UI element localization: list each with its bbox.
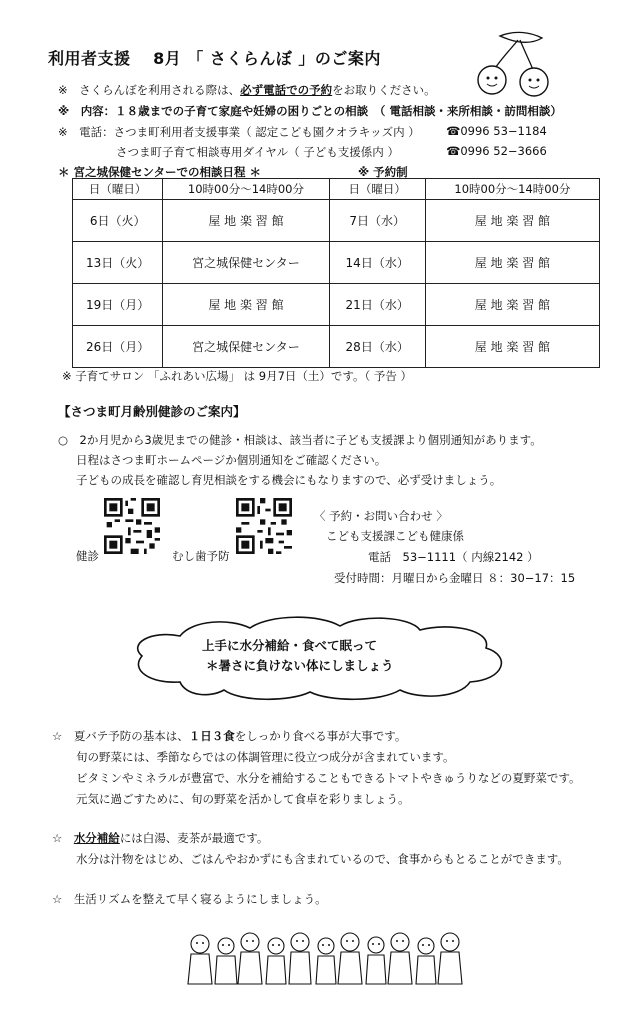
cherry-icon: [470, 28, 560, 98]
page-title: 利用者支援 8月 「 さくらんぼ 」のご案内: [48, 49, 381, 68]
date-cell: 7日（水）: [329, 200, 425, 242]
qr-label-cavity: むし歯予防: [172, 549, 230, 563]
table-row: [73, 242, 600, 284]
tip-2: ☆ 水分補給には白湯、麦茶が最適です。: [52, 831, 269, 845]
date-cell: 28日（水）: [329, 326, 425, 368]
qr-code-icon[interactable]: [104, 498, 160, 554]
col-header-day: 日（曜日）: [73, 179, 163, 200]
place-cell: 屋 地 楽 習 館: [425, 242, 599, 284]
table-row: [73, 284, 600, 326]
place-cell: 屋 地 楽 習 館: [163, 200, 329, 242]
schedule-heading: ＊ 宮之城保健センターでの相談日程 ＊: [58, 165, 262, 179]
date-cell: 13日（火）: [73, 242, 163, 284]
contact-hours: 受付時間：月曜日から金曜日 ８：30−17：15: [334, 571, 576, 585]
place-cell: 屋 地 楽 習 館: [425, 200, 599, 242]
cloud-line-1: 上手に水分補給・食べて眠って: [202, 638, 378, 653]
date-cell: 19日（月）: [73, 284, 163, 326]
place-cell: 屋 地 楽 習 館: [163, 284, 329, 326]
schedule-table: [72, 178, 600, 368]
tip-1-line-2: 旬の野菜には、季節ならではの体調管理に役立つ成分が含まれています。: [76, 750, 455, 764]
table-header-row: [73, 179, 600, 200]
salon-footnote: ※ 子育てサロン 「ふれあい広場」 は 9月7日（土）です。（ 予告 ）: [62, 369, 413, 383]
reservation-required-label: ※ 予約制: [358, 165, 408, 179]
col-header-time: 10時00分〜14時00分: [163, 179, 329, 200]
note-content: ※ 内容：１８歳までの子育て家庭や妊婦の困りごとの相談 （ 電話相談・来所相談・訪問相談）: [58, 104, 562, 118]
phone-number-1: ☎0996 53−1184: [446, 124, 547, 138]
tip-1-line-3: ビタミンやミネラルが豊富で、水分を補給することもできるトマトやきゅうりなどの夏野菜です。: [76, 771, 581, 785]
checkup-heading: 【さつま町月齢別健診のご案内】: [58, 404, 246, 419]
phone-number-2: ☎0996 52−3666: [446, 144, 547, 158]
checkup-line-2: 日程はさつま町ホームページか個別通知をご確認ください。: [76, 453, 387, 467]
place-cell: 宮之城保健センター: [163, 242, 329, 284]
people-illustration-icon: [186, 930, 476, 988]
checkup-line-1: ○ 2か月児から3歳児までの健診・相談は、該当者に子ども支援課より個別通知があります。: [58, 433, 542, 447]
contact-phone: 電話 53−1111（ 内線2142 ）: [368, 550, 539, 564]
date-cell: 6日（火）: [73, 200, 163, 242]
col-header-time: 10時00分〜14時00分: [425, 179, 599, 200]
checkup-line-3: 子どもの成長を確認し育児相談をする機会にもなりますので、必ず受けましょう。: [76, 473, 502, 487]
note-phone-1: ※ 電話：さつま町利用者支援事業（ 認定こども園クオラキッズ内 ）: [58, 125, 420, 139]
contact-title: 〈 予約・お問い合わせ 〉: [314, 509, 448, 523]
note-phone-2: さつま町子育て相談専用ダイヤル（ 子ども支援係内 ）: [116, 145, 399, 159]
qr-code-icon[interactable]: [236, 498, 292, 554]
date-cell: 21日（水）: [329, 284, 425, 326]
place-cell: 宮之城保健センター: [163, 326, 329, 368]
contact-dept: こども支援課こども健康係: [326, 529, 464, 543]
date-cell: 26日（月）: [73, 326, 163, 368]
cloud-line-2: ＊暑さに負けない体にしましょう: [206, 658, 394, 673]
table-row: [73, 200, 600, 242]
place-cell: 屋 地 楽 習 館: [425, 284, 599, 326]
table-row: [73, 326, 600, 368]
col-header-day: 日（曜日）: [329, 179, 425, 200]
tip-1-line-4: 元気に過ごすために、旬の野菜を活かして食卓を彩りましょう。: [76, 792, 410, 806]
place-cell: 屋 地 楽 習 館: [425, 326, 599, 368]
qr-label-checkup: 健診: [76, 549, 99, 563]
tip-3: ☆ 生活リズムを整えて早く寝るようにしましょう。: [52, 892, 327, 906]
tip-2-line-2: 水分は汁物をはじめ、ごはんやおかずにも含まれているので、食事からもとることができます。: [76, 852, 569, 866]
tip-1: ☆ 夏バテ予防の基本は、１日３食をしっかり食べる事が大事です。: [52, 729, 407, 743]
note-reservation: ※ さくらんぼを利用される際は、必ず電話での予約をお取りください。: [58, 83, 436, 97]
date-cell: 14日（水）: [329, 242, 425, 284]
